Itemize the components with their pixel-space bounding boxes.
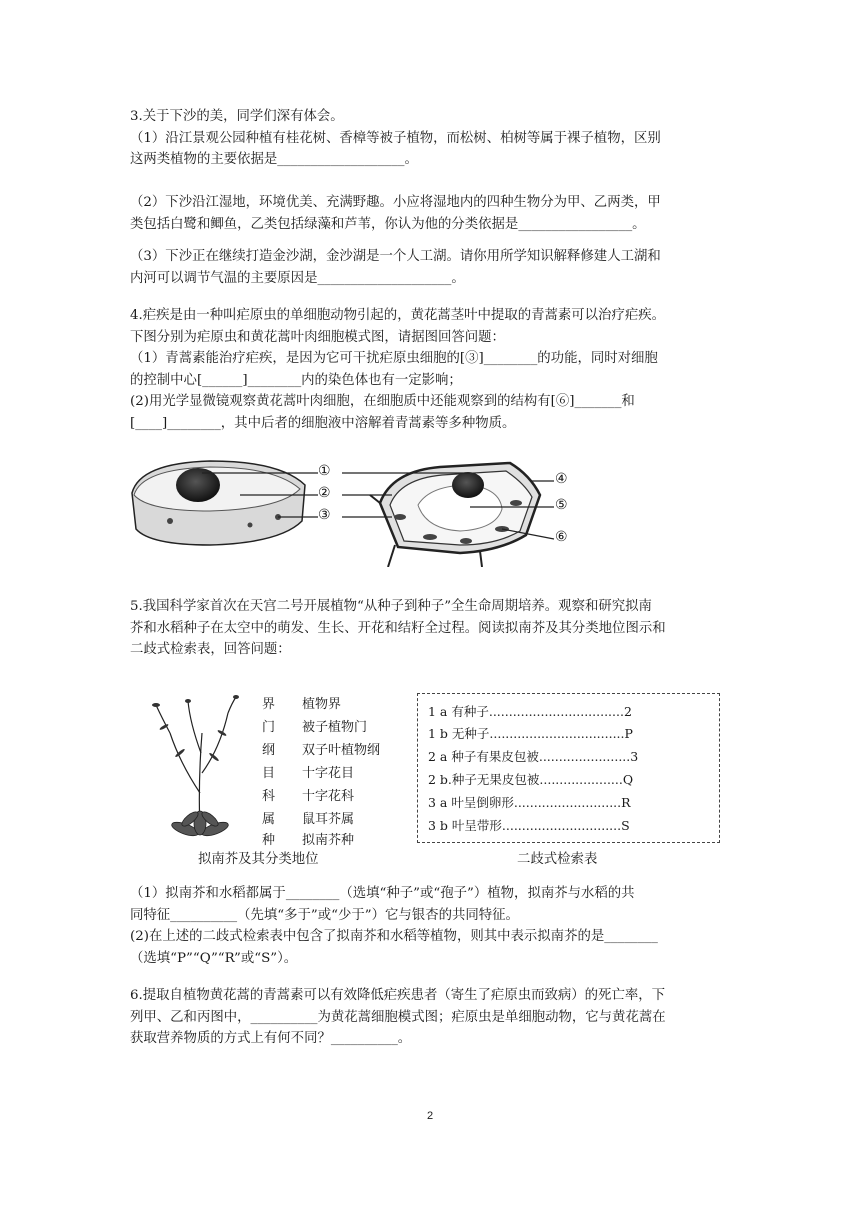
q6-line2: 列甲、乙和丙图中，__________为黄花蒿细胞模式图；疟原虫是单细胞动物，它与黄花蒿在 (130, 1009, 666, 1025)
q6-line1: 6.提取自植物黄花蒿的青蒿素可以有效降低疟疾患者（寄生了疟原虫而致病）的死亡率，下 (130, 988, 666, 1003)
q4-line6: [____]________，其中后者的细胞液中溶解着青蒿素等多种物质。 (130, 415, 516, 431)
q4-line3: （1）青蒿素能治疗疟疾，是因为它可干扰疟原虫细胞的[③]________的功能，同时对细胞 (130, 351, 658, 366)
taxon-name: 植物界 (302, 697, 342, 712)
q5-line1: 5.我国科学家首次在天宫二号开展植物“从种子到种子”全生命周期培养。观察和研究拟南 (130, 599, 652, 614)
q3-part3-line2: 内河可以调节气温的主要原因是____________________。 (130, 270, 465, 286)
taxon-name: 十字花目 (302, 766, 355, 781)
cell-label-1: ① (318, 463, 331, 479)
question-3-part2 (130, 192, 730, 235)
question-3-part3 (130, 246, 730, 289)
q4-line2: 下图分别为疟原虫和黄花蒿叶肉细胞模式图，请据图回答问题： (130, 329, 505, 345)
q3-part1-line2: 这两类植物的主要依据是___________________。 (130, 152, 418, 167)
taxon-rank: 界 (262, 697, 276, 712)
key-line: 1 b 无种子..................................P (428, 726, 633, 741)
taxon-rank: 目 (262, 766, 276, 781)
key-line: 2 b.种子无果皮包被.....................Q (428, 772, 634, 787)
q5-line2: 芥和水稻种子在太空中的萌发、生长、开花和结籽全过程。阅读拟南芥及其分类地位图示和 (130, 620, 666, 636)
page-number: 2 (426, 1110, 434, 1122)
taxonomy-caption: 拟南芥及其分类地位 (198, 852, 319, 867)
cell-label-6: ⑥ (555, 529, 568, 545)
cell-diagram-figure (130, 455, 590, 567)
taxon-name: 被子植物门 (302, 720, 368, 735)
q6-line3: 获取营养物质的方式上有何不同？__________。 (130, 1031, 412, 1046)
taxon-rank: 种 (262, 833, 276, 848)
q5-part1-line2: 同特征__________（先填“多于”或“少于”）它与银杏的共同特征。 (130, 907, 519, 923)
taxon-rank: 科 (262, 789, 276, 804)
q4-line1: 4.疟疾是由一种叫疟原虫的单细胞动物引起的，黄花蒿茎叶中提取的青蒿素可以治疗疟疾。 (130, 308, 666, 323)
taxon-name: 十字花科 (302, 789, 355, 804)
q3-part2-line1: （2）下沙沿江湿地，环境优美、充满野趣。小应将湿地内的四种生物分为甲、乙两类，甲 (130, 195, 661, 210)
taxon-name: 双子叶植物纲 (302, 743, 381, 758)
question-6 (130, 985, 730, 1050)
q5-part2-line2: （选填“P”“Q”“R”或“S”）。 (130, 950, 298, 966)
taxon-name: 拟南芥种 (302, 833, 355, 848)
q5-line3: 二歧式检索表，回答问题： (130, 642, 291, 657)
q3-part3-line1: （3）下沙正在继续打造金沙湖，金沙湖是一个人工湖。请你用所学知识解释修建人工湖和 (130, 249, 661, 264)
cell-diagram (130, 455, 590, 567)
taxon-name: 鼠耳芥属 (302, 812, 355, 827)
question-5 (130, 596, 730, 661)
q5-part1-line1: （1）拟南芥和水稻都属于________（选填“种子”或“孢子”）植物，拟南芥与水稻的共 (130, 886, 635, 901)
cell-label-5: ⑤ (555, 497, 568, 513)
leaf-cell-drawing (370, 463, 540, 567)
key-line: 3 b 叶呈带形..............................S (428, 818, 630, 833)
cell-label-2: ② (318, 485, 331, 501)
q3-part1-line1: （1）沿江景观公园种植有桂花树、香樟等被子植物，而松树、柏树等属于裸子植物，区别 (130, 130, 661, 146)
question-4 (130, 305, 730, 434)
arabidopsis-plant-illustration (140, 693, 250, 843)
key-line: 3 a 叶呈倒卵形...........................R (428, 795, 631, 810)
key-line: 2 a 种子有果皮包被.......................3 (428, 749, 639, 764)
cell-label-4: ④ (555, 471, 568, 487)
cell-label-3: ③ (318, 507, 331, 523)
q4-line4: 的控制中心[______]________内的染色体也有一定影响； (130, 372, 462, 388)
key-caption: 二歧式检索表 (517, 852, 598, 867)
question-5-parts (130, 883, 730, 969)
key-line: 1 a 有种子..................................2 (428, 704, 632, 719)
q3-part2-line2: 类包括白鹭和鲫鱼，乙类包括绿藻和芦苇，你认为他的分类依据是_________________。 (130, 216, 646, 232)
taxon-rank: 属 (262, 812, 276, 827)
taxon-rank: 门 (262, 720, 276, 735)
q3-title: 3.关于下沙的美，同学们深有体会。 (130, 109, 344, 124)
q5-part2-line1: (2)在上述的二歧式检索表中包含了拟南芥和水稻等植物，则其中表示拟南芥的是________ (130, 929, 658, 944)
question-3 (130, 106, 730, 171)
taxon-rank: 纲 (262, 743, 276, 758)
plasmodium-cell-drawing (132, 461, 305, 545)
dichotomous-key-box (417, 693, 720, 843)
q4-line5: (2)用光学显微镜观察黄花蒿叶肉细胞，在细胞质中还能观察到的结构有[⑥]_______和 (130, 394, 635, 409)
